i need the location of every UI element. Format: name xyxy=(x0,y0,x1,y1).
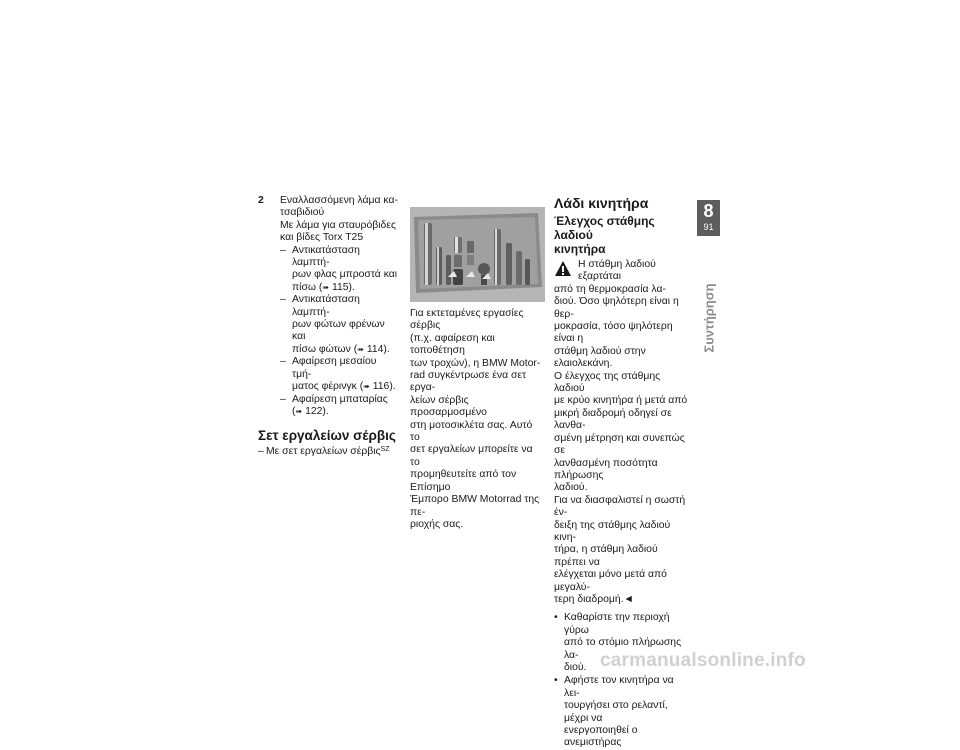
sub-item-turn-signal xyxy=(280,245,398,295)
chapter-tab xyxy=(697,200,720,236)
watermark: carmanualsonline.info xyxy=(600,650,806,671)
dash-mark: – xyxy=(280,356,286,368)
text-line: σμένη μέτρηση και συνεπώς σε xyxy=(554,432,685,457)
bullet-icon: • xyxy=(554,675,558,687)
subsection-title-oil-check: Έλεγχος στάθμης λαδιού κινητήρα xyxy=(554,214,655,256)
text-line: μικρή διαδρομή οδηγεί σε λανθα- xyxy=(554,407,672,432)
text-line: Εναλλασσόμενη λάμα κα- xyxy=(280,195,398,206)
text-line: Αντικατάσταση λαμπτή- xyxy=(292,294,360,318)
text-line: Αφαίρεση μεσαίου τμή- xyxy=(292,356,377,380)
text-line: μοκρασία, τόσο ψηλότερη είναι η xyxy=(554,321,673,345)
sub-item-battery xyxy=(280,394,398,419)
text-line: Η στάθμη λαδιού εξαρτάται xyxy=(578,259,656,283)
sub-item-brake-light xyxy=(280,294,398,356)
arrow-right-icon: ➠ xyxy=(363,382,370,392)
text-line: ρων φώτων φρένων και xyxy=(292,319,385,343)
text-line: τερη διαδρομή.◄ xyxy=(554,593,634,605)
arrow-right-icon: ➠ xyxy=(357,344,364,354)
arrow-right-icon: ➠ xyxy=(322,282,330,292)
step-idle-engine: • Αφήστε τον κινητήρα να λει- τουργήσει στο ρελαντί, μέχρι να ενεργοποιηθεί ο ανεμιστήρας xyxy=(554,675,674,749)
text-line: Για να διασφαλιστεί η σωστή έν- xyxy=(554,494,686,519)
column-left xyxy=(258,195,398,459)
dash-mark: – xyxy=(280,244,286,256)
text-line: ματος φέρινγκ (➠ 116). xyxy=(292,381,396,393)
warning-block xyxy=(554,259,690,606)
page-ref[interactable]: (➠ 114). xyxy=(353,343,390,355)
text-line: Αντικατάσταση λαμπτή- xyxy=(292,244,360,269)
page-ref[interactable]: (➠ 115). xyxy=(318,281,355,293)
warning-triangle-icon xyxy=(554,260,572,277)
page-ref[interactable]: (➠ 122). xyxy=(292,405,329,417)
service-kit-description: Για εκτεταμένες εργασίες σέρβις (π.χ. αφαίρεση και τοποθέτηση των τροχών), η BMW Motor- rad συγκέντρωσε ένα σετ εργα- λείων σέρβις προσαρμοσμένο στη μοτοσικλέτα σας. Αυτό το σετ εργαλείων μπορείτε να το προμηθευτείτε από τον Επίσημο Έμπορο BMW Motorrad της πε- ριοχής σας. xyxy=(410,308,541,530)
arrow-right-icon: ➠ xyxy=(295,406,303,416)
text-line: Αφαίρεση μπαταρίας xyxy=(292,393,388,405)
step-clean-area: • Καθαρίστε την περιοχή γύρω από το στόμιο πλήρωσης λα- διού. xyxy=(554,612,682,673)
dash-mark: – xyxy=(258,446,264,458)
text-line: λαδιού. xyxy=(554,482,588,494)
text-line xyxy=(292,406,398,418)
dash-mark: – xyxy=(280,294,286,306)
text-line: στάθμη λαδιού στην ελαιολεκάνη. xyxy=(554,345,646,370)
text-line: Με λάμα για σταυρόβιδες xyxy=(280,219,396,231)
section-heading-service-kit: Σετ εργαλείων σέρβις xyxy=(258,428,396,444)
text-line: ελέγχεται μόνο μετά από μεγαλύ- xyxy=(554,569,667,593)
sub-item-fairing xyxy=(280,356,398,393)
text-line: με κρύο κινητήρα ή μετά από xyxy=(554,395,688,407)
end-marker-icon: ◄ xyxy=(623,593,634,605)
chapter-number: 8 xyxy=(703,201,714,221)
page-number: 91 xyxy=(703,222,714,232)
service-kit-item xyxy=(258,446,398,458)
toolkit-illustration xyxy=(410,207,545,302)
service-kit-photo xyxy=(410,207,545,302)
list-item-2 xyxy=(258,195,398,418)
option-code: SZ xyxy=(380,446,390,454)
text-line: δειξη της στάθμης λαδιού κινη- xyxy=(554,519,671,543)
text-line: τσαβιδιού xyxy=(280,207,325,219)
text-line: διού. Όσο ψηλότερη είναι η θερ- xyxy=(554,296,679,320)
text-line: λανθασμένη ποσότητα πλήρωσης xyxy=(554,457,658,481)
text-line: τήρα, η στάθμη λαδιού πρέπει να xyxy=(554,544,658,568)
text-line: ρων φλας μπροστά και xyxy=(292,269,398,281)
text-line: από τη θερμοκρασία λα- xyxy=(554,283,666,295)
bullet-icon: • xyxy=(554,612,558,624)
text-line: Με σετ εργαλείων σέρβις xyxy=(266,446,381,458)
text-line: πίσω (➠ 115). xyxy=(292,281,355,293)
column-middle xyxy=(410,195,544,531)
section-label: Συντήρηση xyxy=(701,283,717,353)
text-line: Ο έλεγχος της στάθμης λαδιού xyxy=(554,370,661,395)
text-line: πίσω φώτων (➠ 114). xyxy=(292,343,390,355)
dash-mark: – xyxy=(280,393,286,405)
text-line: και βίδες Torx T25 xyxy=(280,232,364,244)
item-number: 2 xyxy=(258,195,264,206)
page-ref[interactable]: (➠ 116). xyxy=(359,381,396,393)
section-title-engine-oil: Λάδι κινητήρα xyxy=(554,195,649,211)
